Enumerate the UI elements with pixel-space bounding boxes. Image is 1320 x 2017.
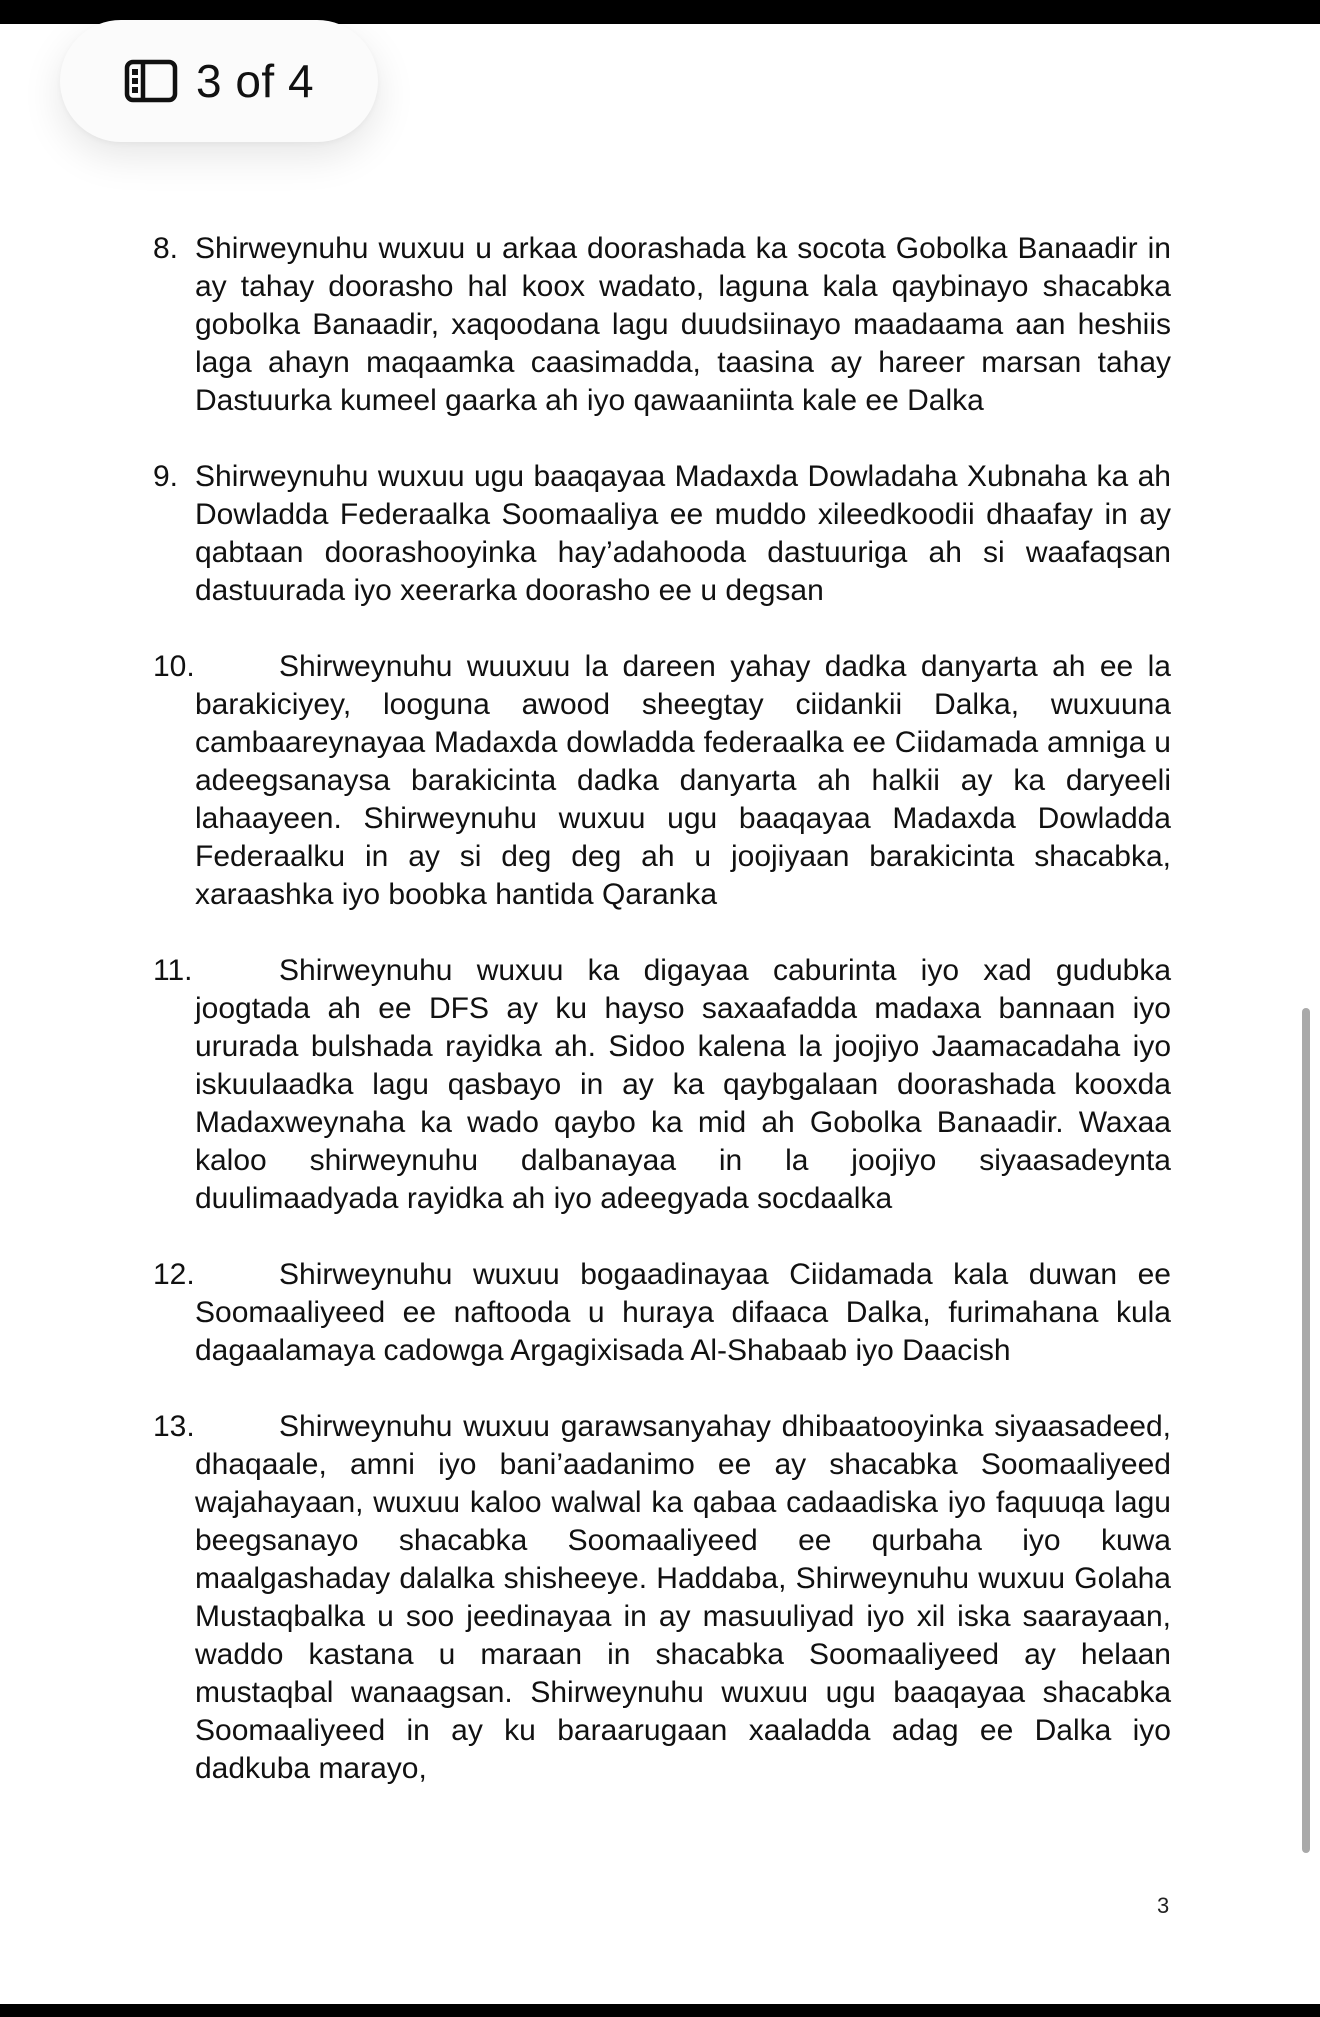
bottom-frame-bar	[0, 2004, 1320, 2017]
item-text: Shirweynuhu wuxuu u arkaa doorashada ka socota Gobolka Banaadir in ay tahay doorasho hal koox wadato, laguna kala qaybinayo shacabka gobolka Banaadir, xaqoodana lagu duudsiinayo maadaama aan heshiis laga ahayn maqaamka caasimadda, taasina ay hareer marsan tahay Dastuurka kumeel gaarka ah iyo qawaaniinta kale ee Dalka	[195, 232, 1171, 417]
sidebar-thumbnails-icon	[124, 59, 178, 103]
item-text: Shirweynuhu wuxuu garawsanyahay dhibaatooyinka siyaasadeed, dhaqaale, amni iyo bani’aadanimo ee ay shacabka Soomaaliyeed wajahayaan, wuxuu kaloo walwal ka qabaa cadaadiska iyo faquuqa lagu beegsanayo shacabka Soomaaliyeed ee qurbaha iyo kuwa maalgashaday dalalka shisheeye. Haddaba, Shirweynuhu wuxuu Golaha Mustaqbalka u soo jeedinayaa in ay masuuliyad iyo xil iska saarayaan, waddo kastana u maraan in shacabka Soomaaliyeed ay helaan mustaqbal wanaagsan. Shirweynuhu wuxuu ugu baaqayaa shacabka Soomaaliyeed in ay ku baraarugaan xaaladda adag ee Dalka iyo dadkuba marayo,	[195, 1410, 1171, 1785]
page-indicator-label: 3 of 4	[195, 55, 315, 107]
page-number-footer: 3	[1157, 1893, 1170, 1918]
item-text: Shirweynuhu wuxuu ugu baaqayaa Madaxda Dowladaha Xubnaha ka ah Dowladda Federaalka Soomaaliya ee muddo xileedkoodii dhaafay in ay qabtaan doorashooyinka hay’adahooda dastuuriga ah si waafaqsan dastuurada iyo xeerarka doorasho ee u degsan	[195, 460, 1171, 607]
item-number: 12.	[153, 1258, 195, 1291]
item-text: Shirweynuhu wuuxuu la dareen yahay dadka danyarta ah ee la barakiciyey, looguna awood sheegtay ciidankii Dalka, wuxuuna cambaareynayaa Madaxda dowladda federaalka ee Ciidamada amniga u adeegsanaysa barakicinta dadka danyarta ah halkii ay ka daryeeli lahaayeen. Shirweynuhu wuxuu ugu baaqayaa Madaxda Dowladda Federaalku in ay si deg deg ah u joojiyaan barakicinta shacabka, xaraashka iyo boobka hantida Qaranka	[195, 650, 1171, 911]
list-item	[153, 230, 1171, 420]
item-text: Shirweynuhu wuxuu ka digayaa caburinta iyo xad gudubka joogtada ah ee DFS ay ku hayso saxaafadda madaxa bannaan iyo ururada bulshada rayidka ah. Sidoo kalena la joojiyo Jaamacadaha iyo iskuulaadka lagu qasbayo in ay ka qaybgalaan doorashada kooxda Madaxweynaha ka wado qaybo ka mid ah Gobolka Banaadir. Waxaa kaloo shirweynuhu dalbanayaa in la joojiyo siyaasadeynta duulimaadyada rayidka ah iyo adeegyada socdaalka	[195, 954, 1171, 1215]
item-number: 13.	[153, 1410, 195, 1443]
page-indicator-button[interactable]	[60, 20, 378, 142]
list-item	[153, 1408, 1171, 1788]
item-number: 8.	[153, 232, 179, 265]
item-number: 11.	[153, 954, 193, 987]
list-item	[153, 458, 1171, 610]
item-number: 9.	[153, 460, 179, 493]
list-item	[153, 1256, 1171, 1370]
document-page	[153, 230, 1171, 1826]
list-item	[153, 952, 1171, 1218]
list-item	[153, 648, 1171, 914]
item-number: 10.	[153, 650, 195, 683]
item-text: Shirweynuhu wuxuu bogaadinayaa Ciidamada kala duwan ee Soomaaliyeed ee naftooda u huraya difaaca Dalka, furimahana kula dagaalamaya cadowga Argagixisada Al-Shabaab iyo Daacish	[195, 1258, 1171, 1367]
vertical-scrollbar[interactable]	[1302, 1008, 1310, 1853]
